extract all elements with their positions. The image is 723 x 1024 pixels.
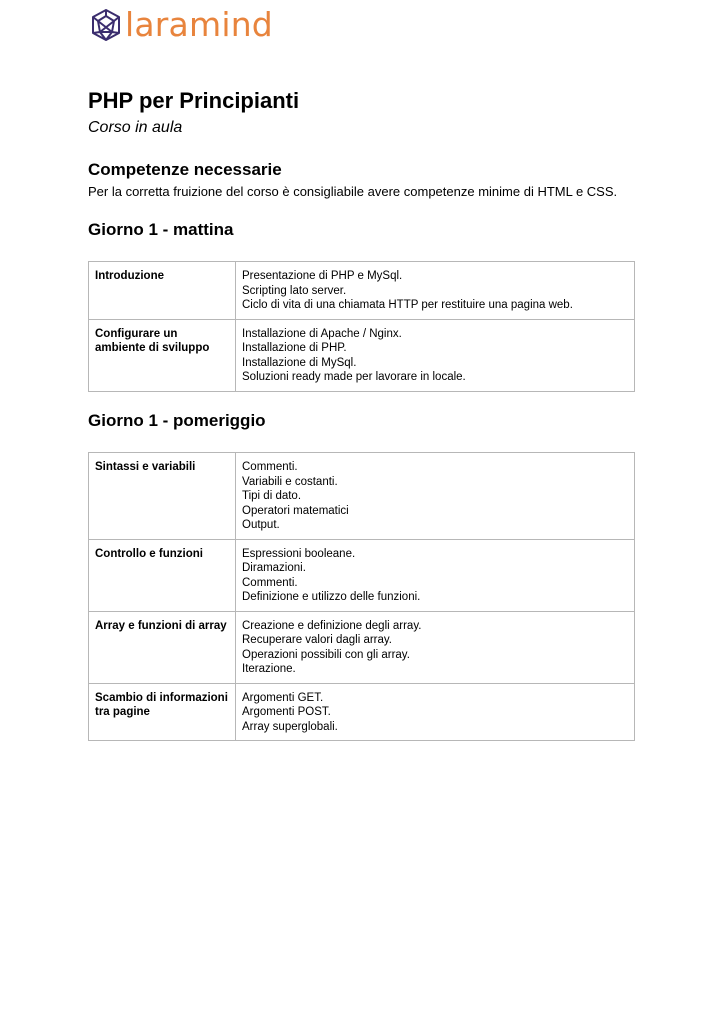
- list-item: Presentazione di PHP e MySql.: [242, 270, 403, 282]
- items-cell: [236, 319, 635, 391]
- items-cell: [236, 611, 635, 683]
- list-item: Output.: [242, 519, 280, 531]
- network-globe-icon: [89, 8, 123, 42]
- items-cell: [236, 453, 635, 540]
- section-heading-morning: Giorno 1 - mattina: [88, 220, 234, 239]
- list-item: Ciclo di vita di una chiamata HTTP per restituire una pagina web.: [242, 299, 573, 311]
- list-item: Iterazione.: [242, 663, 296, 675]
- list-item: Installazione di PHP.: [242, 342, 347, 354]
- schedule-table-afternoon: [88, 452, 635, 741]
- requirements-text: Per la corretta fruizione del corso è consigliabile avere competenze minime di HTML e CSS.: [88, 184, 618, 199]
- requirements-heading: Competenze necessarie: [88, 160, 282, 179]
- list-item: Soluzioni ready made per lavorare in locale.: [242, 371, 466, 383]
- topic-cell: Scambio di informazioni tra pagine: [89, 683, 236, 741]
- items-cell: [236, 262, 635, 320]
- topic-cell: Configurare un ambiente di sviluppo: [89, 319, 236, 391]
- list-item: Recuperare valori dagli array.: [242, 634, 392, 646]
- topic-cell: Sintassi e variabili: [89, 453, 236, 540]
- table-row: [89, 262, 635, 320]
- list-item: Creazione e definizione degli array.: [242, 619, 422, 632]
- list-item: Tipi di dato.: [242, 490, 302, 502]
- table-row: [89, 611, 635, 683]
- brand-logo: [89, 4, 273, 46]
- list-item: Array superglobali.: [242, 720, 338, 733]
- items-cell: [236, 539, 635, 611]
- list-item: Diramazioni.: [242, 562, 306, 574]
- page-title: PHP per Principianti: [88, 88, 300, 113]
- list-item: Commenti.: [242, 576, 298, 589]
- table-row: [89, 683, 635, 741]
- list-item: Installazione di Apache / Nginx.: [242, 327, 402, 340]
- list-item: Variabili e costanti.: [242, 475, 338, 488]
- table-row: [89, 453, 635, 540]
- list-item: Scripting lato server.: [242, 284, 347, 297]
- list-item: Commenti.: [242, 461, 298, 473]
- topic-cell: Introduzione: [89, 262, 236, 320]
- page-subtitle: Corso in aula: [88, 119, 183, 136]
- list-item: Installazione di MySql.: [242, 356, 357, 369]
- topic-cell: Array e funzioni di array: [89, 611, 236, 683]
- list-item: Operatori matematici: [242, 504, 349, 517]
- list-item: Operazioni possibili con gli array.: [242, 648, 410, 661]
- items-cell: [236, 683, 635, 741]
- schedule-table-morning: [88, 261, 635, 392]
- list-item: Argomenti POST.: [242, 706, 331, 718]
- list-item: Definizione e utilizzo delle funzioni.: [242, 591, 421, 603]
- topic-cell: Controllo e funzioni: [89, 539, 236, 611]
- list-item: Espressioni booleane.: [242, 547, 356, 560]
- brand-name: laramind: [125, 5, 273, 44]
- table-row: [89, 319, 635, 391]
- list-item: Argomenti GET.: [242, 691, 324, 704]
- table-row: [89, 539, 635, 611]
- section-heading-afternoon: Giorno 1 - pomeriggio: [88, 411, 266, 430]
